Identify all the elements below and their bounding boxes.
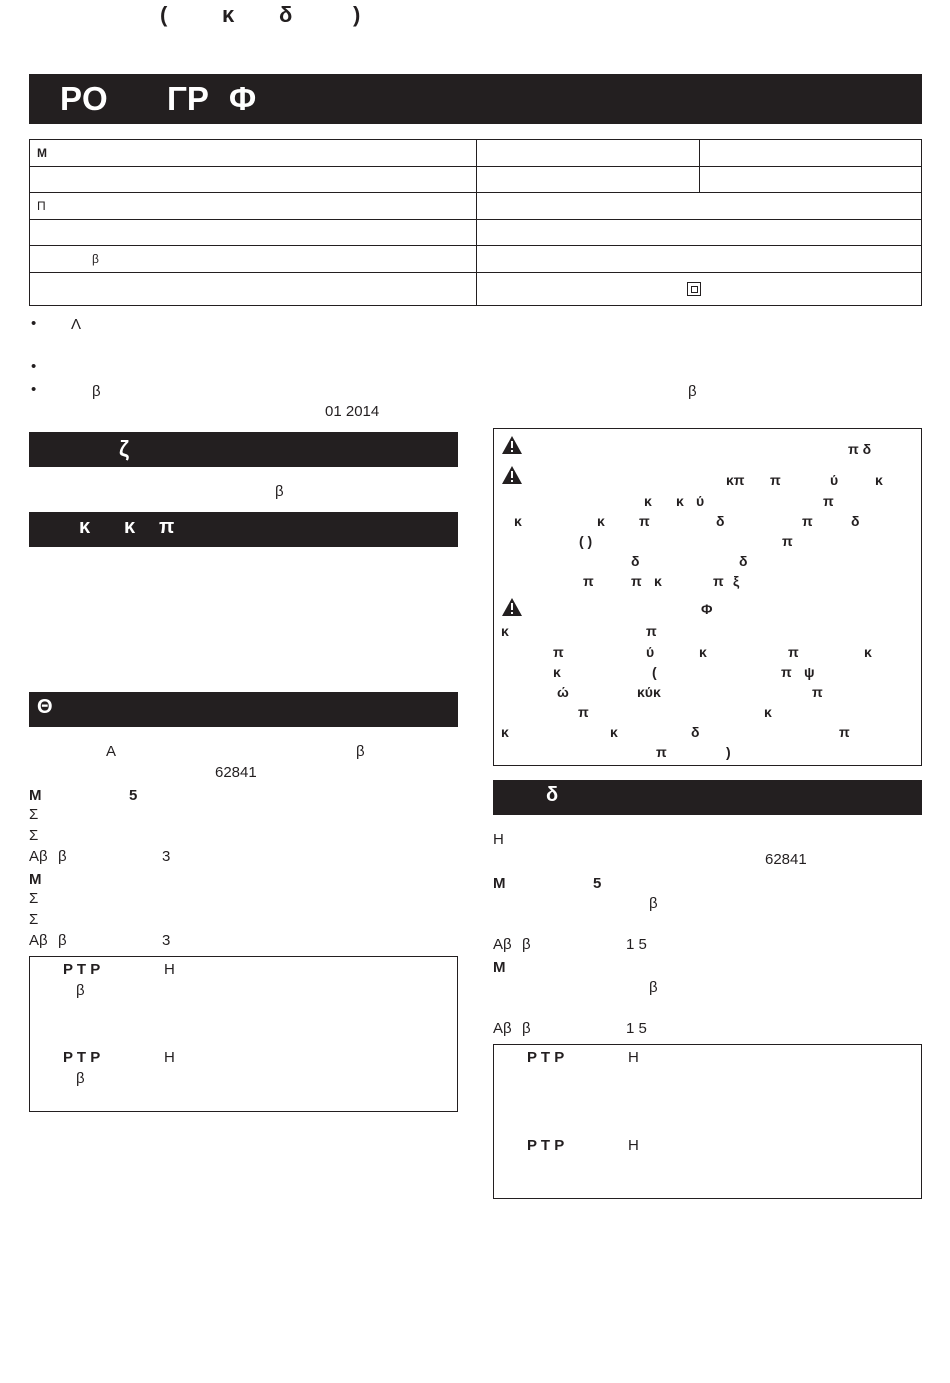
- note-1-text: Λ: [71, 316, 82, 333]
- warning-icon: [501, 597, 523, 617]
- spec-cell-label: [30, 140, 477, 167]
- left-box-h1: H: [164, 961, 175, 978]
- left-sigma-3: Σ: [29, 890, 39, 907]
- spec-row5-label: β: [92, 251, 99, 266]
- note-3-text1: β: [92, 383, 101, 400]
- header-paren-open: (: [160, 2, 168, 27]
- right-box-ptp2: P T P: [527, 1137, 565, 1154]
- left-sigma-2: Σ: [29, 827, 39, 844]
- right-m2-label: M: [493, 959, 506, 976]
- double-insulation-icon: [687, 282, 701, 296]
- left-ab1: Aβ: [29, 848, 48, 865]
- spec-cell-label: [30, 219, 477, 246]
- spec-cell: [477, 166, 700, 193]
- section-bar-1: [29, 432, 458, 467]
- right-note-box: [493, 1044, 922, 1199]
- spec-cell: [477, 219, 922, 246]
- right-section-title: δ: [546, 784, 559, 806]
- warn-m3b: (: [652, 664, 657, 680]
- right-ab2b: β: [522, 1020, 531, 1037]
- warn-l2b: κ: [676, 493, 684, 509]
- spec-cell: [700, 140, 922, 167]
- warning-icon: [501, 435, 523, 455]
- spec-cell: [477, 193, 922, 220]
- warn-l3c: π: [639, 513, 650, 529]
- banner-part2: ΓP: [167, 80, 209, 117]
- warn-m4c: π: [812, 684, 823, 700]
- warn-m4b: κύκ: [637, 684, 661, 700]
- warn-m3a: κ: [553, 664, 561, 680]
- warn-l3f: δ: [851, 513, 860, 529]
- spec-table: [29, 139, 922, 306]
- section-2-title-a: κ: [79, 516, 91, 538]
- warn-m6d: π: [839, 724, 850, 740]
- warn-l3e: π: [802, 513, 813, 529]
- warn-m1a: κ: [501, 623, 509, 639]
- section-3-title: Θ: [37, 696, 53, 718]
- spec-cell: [700, 166, 922, 193]
- warn-2a: κπ: [726, 472, 745, 488]
- warn-l6d: π: [713, 573, 724, 589]
- left-m2-label: M: [29, 871, 42, 888]
- warn-l6a: π: [583, 573, 594, 589]
- title-banner: [29, 74, 922, 124]
- spec-row3-label: Π: [37, 198, 46, 213]
- spec-cell: [477, 140, 700, 167]
- banner-part3: Φ: [229, 80, 257, 117]
- note-3-date: 01 2014: [325, 403, 380, 420]
- warn-l2c: ύ: [696, 493, 705, 509]
- spec-cell: [477, 272, 922, 305]
- right-m1-label: M: [493, 875, 506, 892]
- table-row: [30, 272, 922, 305]
- table-row: [30, 219, 922, 246]
- right-ab2-value: 1 5: [626, 1020, 647, 1037]
- section-2-title-c: π: [159, 516, 175, 538]
- warn-m2b: ύ: [646, 644, 655, 660]
- warn-m2e: κ: [864, 644, 872, 660]
- left-box-h2: H: [164, 1049, 175, 1066]
- left-ab2b: β: [58, 932, 67, 949]
- spec-cell: [477, 246, 922, 273]
- left-box-ptp2: P T P: [63, 1049, 101, 1066]
- spec-row1-label: M: [37, 145, 47, 160]
- right-b2: β: [649, 979, 658, 996]
- warn-m5b: κ: [764, 704, 772, 720]
- warn-m2a: π: [553, 644, 564, 660]
- left-ab1b: β: [58, 848, 67, 865]
- warn-m2d: π: [788, 644, 799, 660]
- warn-l5a: δ: [631, 553, 640, 569]
- warn-m2c: κ: [699, 644, 707, 660]
- note-bullet-2: •: [31, 358, 37, 375]
- right-box-h1: H: [628, 1049, 639, 1066]
- warn-m7a: π: [656, 744, 667, 760]
- spec-cell-label: [30, 272, 477, 305]
- left-note-box: [29, 956, 458, 1112]
- warn-2b: π: [770, 472, 781, 488]
- spec-cell-label: [30, 193, 477, 220]
- warn-m4a: ώ: [557, 684, 569, 700]
- warning-box: [493, 428, 922, 766]
- section-1-title: ζ: [119, 436, 130, 461]
- warn-l4a: ( ): [579, 533, 593, 549]
- warn-m6c: δ: [691, 724, 700, 740]
- left-ab1-value: 3: [162, 848, 171, 865]
- warn-1-text: π δ: [848, 441, 872, 457]
- warning-icon: [501, 465, 523, 485]
- warn-m3d: ψ: [804, 664, 815, 680]
- left-box-b1: β: [76, 982, 85, 999]
- header-kappa: κ: [222, 2, 235, 27]
- table-row: [30, 140, 922, 167]
- right-box-ptp1: P T P: [527, 1049, 565, 1066]
- warn-l2d: π: [823, 493, 834, 509]
- left-sigma-1: Σ: [29, 806, 39, 823]
- banner-part1: PO: [60, 80, 108, 117]
- warn-m7b: ): [726, 744, 731, 760]
- warn-2c: ύ: [830, 472, 839, 488]
- left-box-b2: β: [76, 1070, 85, 1087]
- right-number: 62841: [765, 851, 807, 868]
- warn-m6b: κ: [610, 724, 618, 740]
- sec3-line2: 62841: [215, 764, 257, 781]
- section-bar-2: [29, 512, 458, 547]
- left-ab2-value: 3: [162, 932, 171, 949]
- right-box-h2: H: [628, 1137, 639, 1154]
- header-delta: δ: [279, 2, 293, 27]
- header-paren-close: ): [353, 2, 361, 27]
- left-m1-num: 5: [129, 787, 138, 804]
- warn-3-text: Φ: [701, 601, 713, 617]
- warn-m1b: π: [646, 623, 657, 639]
- right-m1-num: 5: [593, 875, 602, 892]
- section-2-title-b: κ: [124, 516, 136, 538]
- right-ab2: Aβ: [493, 1020, 512, 1037]
- note-3-text2: β: [688, 383, 697, 400]
- sec3-line1b: β: [356, 743, 365, 760]
- section-bar-right: [493, 780, 922, 815]
- left-sigma-4: Σ: [29, 911, 39, 928]
- table-row: [30, 166, 922, 193]
- left-m1-label: M: [29, 787, 42, 804]
- section-bar-3: [29, 692, 458, 727]
- right-ab1b: β: [522, 936, 531, 953]
- warn-2d: κ: [875, 472, 883, 488]
- note-bullet-3: •: [31, 381, 37, 398]
- page-header: [0, 0, 950, 32]
- right-b1: β: [649, 895, 658, 912]
- right-h-line: H: [493, 831, 504, 848]
- warn-l2a: κ: [644, 493, 652, 509]
- note-bullet-1: •: [31, 315, 37, 332]
- warn-l3b: κ: [597, 513, 605, 529]
- warn-l3d: δ: [716, 513, 725, 529]
- warn-l6b: π: [631, 573, 642, 589]
- table-row: [30, 246, 922, 273]
- section-1-text: β: [275, 483, 284, 500]
- warn-m6a: κ: [501, 724, 509, 740]
- warn-l4b: π: [782, 533, 793, 549]
- sec3-line1a: A: [106, 743, 117, 760]
- table-row: [30, 193, 922, 220]
- warn-m3c: π: [781, 664, 792, 680]
- left-ab2: Aβ: [29, 932, 48, 949]
- warn-l6e: ξ: [733, 573, 740, 589]
- warn-l6c: κ: [654, 573, 662, 589]
- warn-l3a: κ: [514, 513, 522, 529]
- right-ab1-value: 1 5: [626, 936, 647, 953]
- spec-cell-label: [30, 246, 477, 273]
- left-box-ptp1: P T P: [63, 961, 101, 978]
- spec-cell-label: [30, 166, 477, 193]
- right-ab1: Aβ: [493, 936, 512, 953]
- warn-l5b: δ: [739, 553, 748, 569]
- warn-m5a: π: [578, 704, 589, 720]
